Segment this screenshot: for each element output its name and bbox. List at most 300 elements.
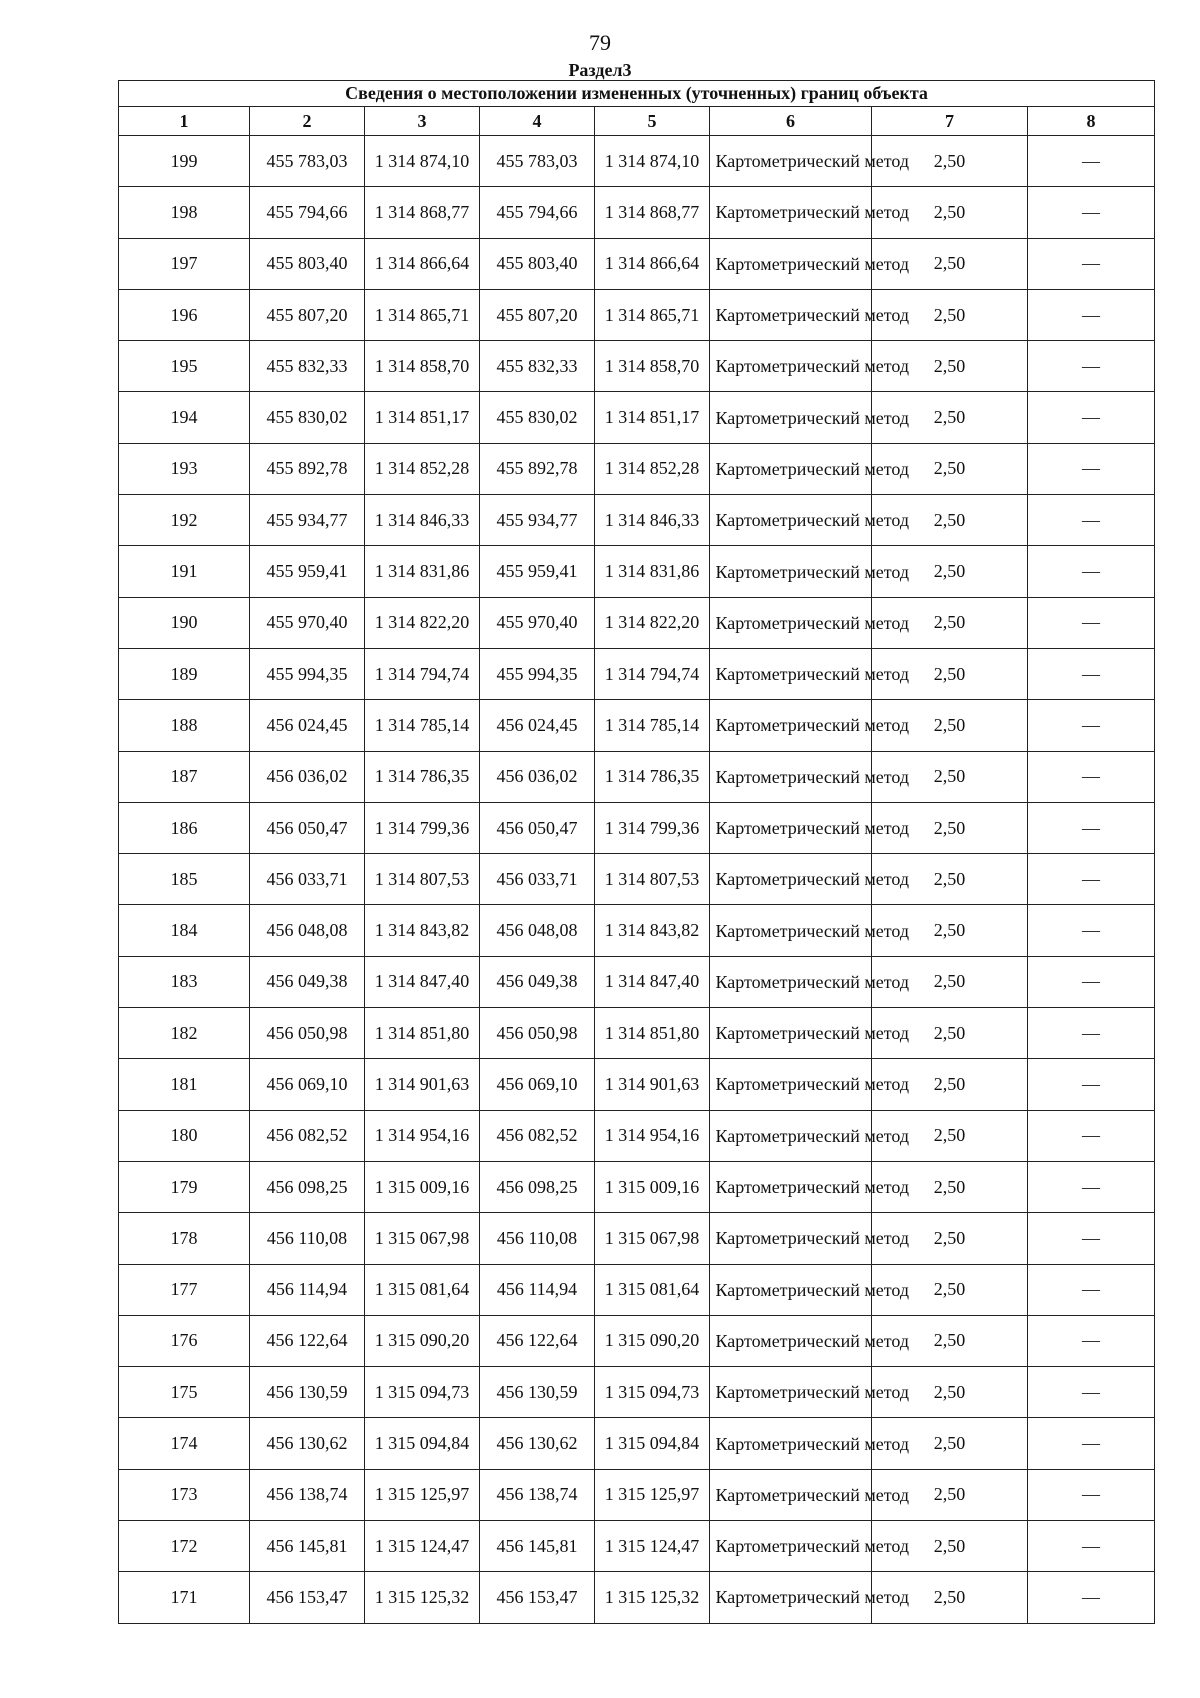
y-new-cell: 1 314 785,14 xyxy=(595,700,710,751)
column-number: 1 xyxy=(119,107,250,136)
table-row xyxy=(119,751,1155,802)
column-number: 8 xyxy=(1028,107,1155,136)
note-cell: — xyxy=(1028,854,1155,905)
method-cell xyxy=(710,136,910,187)
table-row xyxy=(119,392,1155,443)
x-old-cell: 455 970,40 xyxy=(250,597,365,648)
point-cell: 184 xyxy=(119,905,250,956)
y-new-cell: 1 314 868,77 xyxy=(595,187,710,238)
y-old-cell: 1 314 858,70 xyxy=(365,341,480,392)
note-cell: — xyxy=(1028,546,1155,597)
x-new-cell: 455 892,78 xyxy=(480,443,595,494)
column-number: 5 xyxy=(595,107,710,136)
method-cell xyxy=(710,700,910,751)
accuracy-cell: 2,50 xyxy=(872,1008,1028,1059)
note-cell: — xyxy=(1028,700,1155,751)
y-old-cell: 1 314 954,16 xyxy=(365,1110,480,1161)
method-text: Картометрический метод xyxy=(715,664,910,685)
method-text: Картометрический метод xyxy=(715,561,910,582)
y-old-cell: 1 314 851,17 xyxy=(365,392,480,443)
x-old-cell: 456 069,10 xyxy=(250,1059,365,1110)
y-old-cell: 1 314 786,35 xyxy=(365,751,480,802)
method-text: Картометрический метод xyxy=(715,1484,910,1505)
point-cell: 194 xyxy=(119,392,250,443)
y-new-cell: 1 315 094,84 xyxy=(595,1418,710,1469)
point-cell: 191 xyxy=(119,546,250,597)
y-old-cell: 1 314 866,64 xyxy=(365,238,480,289)
method-text: Картометрический метод xyxy=(715,715,910,736)
x-new-cell: 456 033,71 xyxy=(480,854,595,905)
table-row xyxy=(119,905,1155,956)
method-cell xyxy=(710,187,910,238)
note-cell: — xyxy=(1028,443,1155,494)
method-text: Картометрический метод xyxy=(715,407,910,428)
column-number: 3 xyxy=(365,107,480,136)
x-old-cell: 455 892,78 xyxy=(250,443,365,494)
x-old-cell: 455 830,02 xyxy=(250,392,365,443)
x-new-cell: 456 098,25 xyxy=(480,1161,595,1212)
note-cell: — xyxy=(1028,392,1155,443)
table-row xyxy=(119,341,1155,392)
x-new-cell: 456 138,74 xyxy=(480,1469,595,1520)
y-new-cell: 1 315 067,98 xyxy=(595,1213,710,1264)
point-cell: 193 xyxy=(119,443,250,494)
accuracy-cell: 2,50 xyxy=(872,1469,1028,1520)
x-old-cell: 456 110,08 xyxy=(250,1213,365,1264)
method-cell xyxy=(710,238,910,289)
method-text: Картометрический метод xyxy=(715,1228,910,1249)
accuracy-cell: 2,50 xyxy=(872,1059,1028,1110)
y-old-cell: 1 314 901,63 xyxy=(365,1059,480,1110)
table-row xyxy=(119,1161,1155,1212)
column-number: 7 xyxy=(872,107,1028,136)
method-cell xyxy=(710,1418,910,1469)
x-new-cell: 456 069,10 xyxy=(480,1059,595,1110)
accuracy-cell: 2,50 xyxy=(872,495,1028,546)
note-cell: — xyxy=(1028,1315,1155,1366)
x-new-cell: 456 082,52 xyxy=(480,1110,595,1161)
x-old-cell: 456 130,59 xyxy=(250,1367,365,1418)
table-row xyxy=(119,700,1155,751)
x-old-cell: 455 832,33 xyxy=(250,341,365,392)
column-number: 2 xyxy=(250,107,365,136)
note-cell: — xyxy=(1028,1367,1155,1418)
point-cell: 172 xyxy=(119,1521,250,1572)
point-cell: 171 xyxy=(119,1572,250,1623)
y-new-cell: 1 315 081,64 xyxy=(595,1264,710,1315)
y-old-cell: 1 314 831,86 xyxy=(365,546,480,597)
accuracy-cell: 2,50 xyxy=(872,802,1028,853)
method-text: Картометрический метод xyxy=(715,202,910,223)
x-old-cell: 456 049,38 xyxy=(250,956,365,1007)
point-cell: 196 xyxy=(119,289,250,340)
point-cell: 174 xyxy=(119,1418,250,1469)
point-cell: 186 xyxy=(119,802,250,853)
y-old-cell: 1 315 125,97 xyxy=(365,1469,480,1520)
y-old-cell: 1 314 846,33 xyxy=(365,495,480,546)
note-cell: — xyxy=(1028,1213,1155,1264)
y-new-cell: 1 314 954,16 xyxy=(595,1110,710,1161)
y-new-cell: 1 314 866,64 xyxy=(595,238,710,289)
y-old-cell: 1 314 874,10 xyxy=(365,136,480,187)
coordinates-table xyxy=(118,80,1155,1624)
table-row xyxy=(119,1521,1155,1572)
note-cell: — xyxy=(1028,1110,1155,1161)
y-old-cell: 1 314 843,82 xyxy=(365,905,480,956)
method-cell xyxy=(710,1521,910,1572)
y-old-cell: 1 314 868,77 xyxy=(365,187,480,238)
table-row xyxy=(119,1059,1155,1110)
note-cell: — xyxy=(1028,495,1155,546)
method-text: Картометрический метод xyxy=(715,458,910,479)
point-cell: 182 xyxy=(119,1008,250,1059)
point-cell: 192 xyxy=(119,495,250,546)
x-old-cell: 456 082,52 xyxy=(250,1110,365,1161)
y-new-cell: 1 315 009,16 xyxy=(595,1161,710,1212)
method-cell xyxy=(710,1469,910,1520)
y-old-cell: 1 314 785,14 xyxy=(365,700,480,751)
table-row xyxy=(119,1418,1155,1469)
point-cell: 183 xyxy=(119,956,250,1007)
accuracy-cell: 2,50 xyxy=(872,1572,1028,1623)
method-cell xyxy=(710,1367,910,1418)
method-text: Картометрический метод xyxy=(715,1382,910,1403)
note-cell: — xyxy=(1028,1161,1155,1212)
table-row xyxy=(119,1572,1155,1623)
section-title: Раздел3 xyxy=(568,60,632,80)
y-old-cell: 1 314 794,74 xyxy=(365,648,480,699)
point-cell: 198 xyxy=(119,187,250,238)
note-cell: — xyxy=(1028,1521,1155,1572)
point-cell: 189 xyxy=(119,648,250,699)
x-old-cell: 456 114,94 xyxy=(250,1264,365,1315)
x-new-cell: 456 114,94 xyxy=(480,1264,595,1315)
x-old-cell: 456 138,74 xyxy=(250,1469,365,1520)
accuracy-cell: 2,50 xyxy=(872,1367,1028,1418)
x-old-cell: 455 994,35 xyxy=(250,648,365,699)
x-old-cell: 455 783,03 xyxy=(250,136,365,187)
method-cell xyxy=(710,854,910,905)
x-new-cell: 455 832,33 xyxy=(480,341,595,392)
y-new-cell: 1 314 831,86 xyxy=(595,546,710,597)
accuracy-cell: 2,50 xyxy=(872,289,1028,340)
x-new-cell: 455 803,40 xyxy=(480,238,595,289)
note-cell: — xyxy=(1028,905,1155,956)
y-old-cell: 1 314 807,53 xyxy=(365,854,480,905)
accuracy-cell: 2,50 xyxy=(872,1110,1028,1161)
method-cell xyxy=(710,289,910,340)
y-new-cell: 1 314 851,17 xyxy=(595,392,710,443)
table-row xyxy=(119,1213,1155,1264)
method-text: Картометрический метод xyxy=(715,305,910,326)
note-cell: — xyxy=(1028,341,1155,392)
x-old-cell: 455 803,40 xyxy=(250,238,365,289)
x-new-cell: 455 970,40 xyxy=(480,597,595,648)
accuracy-cell: 2,50 xyxy=(872,751,1028,802)
y-new-cell: 1 314 822,20 xyxy=(595,597,710,648)
x-old-cell: 456 145,81 xyxy=(250,1521,365,1572)
y-new-cell: 1 314 847,40 xyxy=(595,956,710,1007)
point-cell: 175 xyxy=(119,1367,250,1418)
y-old-cell: 1 314 799,36 xyxy=(365,802,480,853)
table-row xyxy=(119,802,1155,853)
y-old-cell: 1 314 851,80 xyxy=(365,1008,480,1059)
point-cell: 181 xyxy=(119,1059,250,1110)
method-text: Картометрический метод xyxy=(715,1074,910,1095)
x-old-cell: 456 153,47 xyxy=(250,1572,365,1623)
accuracy-cell: 2,50 xyxy=(872,854,1028,905)
y-new-cell: 1 314 852,28 xyxy=(595,443,710,494)
note-cell: — xyxy=(1028,289,1155,340)
y-new-cell: 1 315 094,73 xyxy=(595,1367,710,1418)
accuracy-cell: 2,50 xyxy=(872,700,1028,751)
method-cell xyxy=(710,341,910,392)
table-row xyxy=(119,136,1155,187)
note-cell: — xyxy=(1028,136,1155,187)
accuracy-cell: 2,50 xyxy=(872,597,1028,648)
table-row xyxy=(119,1008,1155,1059)
y-new-cell: 1 315 124,47 xyxy=(595,1521,710,1572)
x-old-cell: 456 130,62 xyxy=(250,1418,365,1469)
method-text: Картометрический метод xyxy=(715,818,910,838)
method-text: Картометрический метод xyxy=(715,1536,910,1557)
x-new-cell: 455 959,41 xyxy=(480,546,595,597)
method-text: Картометрический метод xyxy=(715,1177,910,1198)
y-new-cell: 1 314 858,70 xyxy=(595,341,710,392)
method-text: Картометрический метод xyxy=(715,1023,910,1044)
y-old-cell: 1 314 852,28 xyxy=(365,443,480,494)
y-old-cell: 1 315 067,98 xyxy=(365,1213,480,1264)
table-row xyxy=(119,187,1155,238)
x-new-cell: 456 153,47 xyxy=(480,1572,595,1623)
point-cell: 187 xyxy=(119,751,250,802)
x-old-cell: 456 036,02 xyxy=(250,751,365,802)
table-row xyxy=(119,238,1155,289)
y-old-cell: 1 314 822,20 xyxy=(365,597,480,648)
point-cell: 176 xyxy=(119,1315,250,1366)
y-new-cell: 1 314 786,35 xyxy=(595,751,710,802)
y-new-cell: 1 314 851,80 xyxy=(595,1008,710,1059)
x-new-cell: 455 830,02 xyxy=(480,392,595,443)
method-text: Картометрический метод xyxy=(715,356,910,377)
table-row xyxy=(119,1315,1155,1366)
note-cell: — xyxy=(1028,1059,1155,1110)
method-text: Картометрический метод xyxy=(715,510,910,531)
y-new-cell: 1 315 090,20 xyxy=(595,1315,710,1366)
accuracy-cell: 2,50 xyxy=(872,956,1028,1007)
table-row xyxy=(119,443,1155,494)
accuracy-cell: 2,50 xyxy=(872,648,1028,699)
x-new-cell: 456 048,08 xyxy=(480,905,595,956)
point-cell: 180 xyxy=(119,1110,250,1161)
x-new-cell: 455 994,35 xyxy=(480,648,595,699)
y-new-cell: 1 314 874,10 xyxy=(595,136,710,187)
table-row xyxy=(119,1367,1155,1418)
method-text: Картометрический метод xyxy=(715,1587,910,1608)
note-cell: — xyxy=(1028,1008,1155,1059)
y-new-cell: 1 315 125,32 xyxy=(595,1572,710,1623)
accuracy-cell: 2,50 xyxy=(872,1521,1028,1572)
point-cell: 179 xyxy=(119,1161,250,1212)
x-old-cell: 455 794,66 xyxy=(250,187,365,238)
method-text: Картометрический метод xyxy=(715,766,910,787)
method-cell xyxy=(710,597,910,648)
table-row xyxy=(119,1110,1155,1161)
x-new-cell: 456 049,38 xyxy=(480,956,595,1007)
point-cell: 195 xyxy=(119,341,250,392)
accuracy-cell: 2,50 xyxy=(872,392,1028,443)
method-cell xyxy=(710,1059,910,1110)
table-row xyxy=(119,495,1155,546)
x-new-cell: 456 050,47 xyxy=(480,802,595,853)
x-new-cell: 456 130,59 xyxy=(480,1367,595,1418)
x-new-cell: 456 050,98 xyxy=(480,1008,595,1059)
method-cell xyxy=(710,956,910,1007)
table-caption: Сведения о местоположении измененных (уточненных) границ объекта xyxy=(119,81,1155,107)
method-text: Картометрический метод xyxy=(715,869,910,890)
method-cell xyxy=(710,1264,910,1315)
y-new-cell: 1 315 125,97 xyxy=(595,1469,710,1520)
point-cell: 177 xyxy=(119,1264,250,1315)
note-cell: — xyxy=(1028,1264,1155,1315)
note-cell: — xyxy=(1028,1572,1155,1623)
point-cell: 190 xyxy=(119,597,250,648)
method-text: Картометрический метод xyxy=(715,1330,910,1351)
point-cell: 173 xyxy=(119,1469,250,1520)
method-text: Картометрический метод xyxy=(715,971,910,992)
method-cell xyxy=(710,443,910,494)
y-old-cell: 1 314 865,71 xyxy=(365,289,480,340)
x-old-cell: 455 959,41 xyxy=(250,546,365,597)
table-row xyxy=(119,546,1155,597)
table-row xyxy=(119,597,1155,648)
column-number: 4 xyxy=(480,107,595,136)
x-new-cell: 456 122,64 xyxy=(480,1315,595,1366)
y-old-cell: 1 315 081,64 xyxy=(365,1264,480,1315)
x-old-cell: 456 024,45 xyxy=(250,700,365,751)
note-cell: — xyxy=(1028,802,1155,853)
x-old-cell: 456 048,08 xyxy=(250,905,365,956)
x-new-cell: 456 110,08 xyxy=(480,1213,595,1264)
accuracy-cell: 2,50 xyxy=(872,905,1028,956)
point-cell: 185 xyxy=(119,854,250,905)
table-row xyxy=(119,648,1155,699)
y-new-cell: 1 314 807,53 xyxy=(595,854,710,905)
accuracy-cell: 2,50 xyxy=(872,238,1028,289)
y-old-cell: 1 315 094,73 xyxy=(365,1367,480,1418)
x-old-cell: 456 098,25 xyxy=(250,1161,365,1212)
note-cell: — xyxy=(1028,1469,1155,1520)
x-new-cell: 456 024,45 xyxy=(480,700,595,751)
method-cell xyxy=(710,1315,910,1366)
column-number-row xyxy=(119,107,1155,136)
note-cell: — xyxy=(1028,956,1155,1007)
note-cell: — xyxy=(1028,597,1155,648)
accuracy-cell: 2,50 xyxy=(872,1213,1028,1264)
note-cell: — xyxy=(1028,648,1155,699)
x-old-cell: 456 050,47 xyxy=(250,802,365,853)
y-old-cell: 1 315 009,16 xyxy=(365,1161,480,1212)
method-text: Картометрический метод xyxy=(715,1433,910,1454)
table-row xyxy=(119,289,1155,340)
note-cell: — xyxy=(1028,1418,1155,1469)
note-cell: — xyxy=(1028,238,1155,289)
method-text: Картометрический метод xyxy=(715,920,910,941)
y-old-cell: 1 315 090,20 xyxy=(365,1315,480,1366)
x-old-cell: 456 033,71 xyxy=(250,854,365,905)
accuracy-cell: 2,50 xyxy=(872,341,1028,392)
x-new-cell: 455 807,20 xyxy=(480,289,595,340)
y-new-cell: 1 314 794,74 xyxy=(595,648,710,699)
y-old-cell: 1 315 124,47 xyxy=(365,1521,480,1572)
accuracy-cell: 2,50 xyxy=(872,187,1028,238)
method-cell xyxy=(710,802,910,853)
point-cell: 178 xyxy=(119,1213,250,1264)
accuracy-cell: 2,50 xyxy=(872,136,1028,187)
method-text: Картометрический метод xyxy=(715,612,910,633)
x-new-cell: 455 934,77 xyxy=(480,495,595,546)
column-number: 6 xyxy=(710,107,872,136)
method-cell xyxy=(710,905,910,956)
x-new-cell: 455 783,03 xyxy=(480,136,595,187)
x-new-cell: 456 130,62 xyxy=(480,1418,595,1469)
y-new-cell: 1 314 901,63 xyxy=(595,1059,710,1110)
x-new-cell: 456 036,02 xyxy=(480,751,595,802)
x-old-cell: 455 807,20 xyxy=(250,289,365,340)
method-cell xyxy=(710,751,910,802)
x-old-cell: 456 122,64 xyxy=(250,1315,365,1366)
accuracy-cell: 2,50 xyxy=(872,1315,1028,1366)
method-text: Картометрический метод xyxy=(715,1279,910,1300)
table-caption-row xyxy=(119,81,1155,107)
y-old-cell: 1 315 125,32 xyxy=(365,1572,480,1623)
y-old-cell: 1 315 094,84 xyxy=(365,1418,480,1469)
y-new-cell: 1 314 846,33 xyxy=(595,495,710,546)
x-old-cell: 456 050,98 xyxy=(250,1008,365,1059)
y-new-cell: 1 314 799,36 xyxy=(595,802,710,853)
table-body xyxy=(119,136,1155,1624)
method-cell xyxy=(710,1110,910,1161)
method-text: Картометрический метод xyxy=(715,151,910,172)
page-number: 79 xyxy=(589,30,611,55)
table-row xyxy=(119,1264,1155,1315)
accuracy-cell: 2,50 xyxy=(872,443,1028,494)
note-cell: — xyxy=(1028,187,1155,238)
accuracy-cell: 2,50 xyxy=(872,1161,1028,1212)
method-cell xyxy=(710,495,910,546)
method-text: Картометрический метод xyxy=(715,1125,910,1146)
x-new-cell: 455 794,66 xyxy=(480,187,595,238)
accuracy-cell: 2,50 xyxy=(872,546,1028,597)
table-row xyxy=(119,1469,1155,1520)
note-cell: — xyxy=(1028,751,1155,802)
y-new-cell: 1 314 843,82 xyxy=(595,905,710,956)
method-text: Картометрический метод xyxy=(715,253,910,274)
point-cell: 188 xyxy=(119,700,250,751)
y-new-cell: 1 314 865,71 xyxy=(595,289,710,340)
method-cell xyxy=(710,1572,910,1623)
accuracy-cell: 2,50 xyxy=(872,1264,1028,1315)
method-cell xyxy=(710,648,910,699)
x-new-cell: 456 145,81 xyxy=(480,1521,595,1572)
point-cell: 199 xyxy=(119,136,250,187)
y-old-cell: 1 314 847,40 xyxy=(365,956,480,1007)
method-cell xyxy=(710,392,910,443)
table-row xyxy=(119,956,1155,1007)
x-old-cell: 455 934,77 xyxy=(250,495,365,546)
table-row xyxy=(119,854,1155,905)
method-cell xyxy=(710,1213,910,1264)
